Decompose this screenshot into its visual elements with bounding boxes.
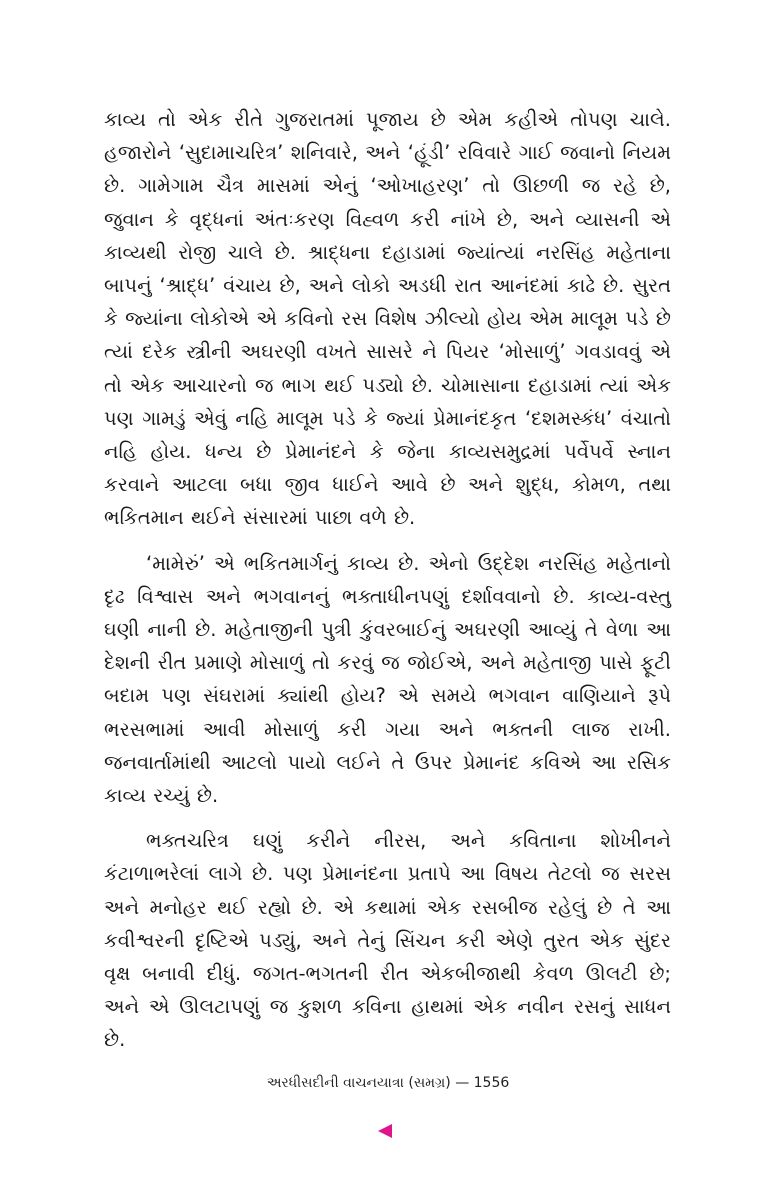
page-body	[104, 103, 671, 1057]
page-footer	[0, 1075, 776, 1091]
footer-separator: —	[455, 1075, 470, 1091]
paragraph-1: કાવ્ય તો એક રીતે ગુજરાતમાં પૂજાય છે એમ કહીએ તોપણ ચાલે. હજારોને ‘સુદામાચરિત્ર’ શનિવારે, અને ‘હૂંડી’ રવિવારે ગાઈ જવાનો નિયમ છે. ગામેગામ ચૈત્ર માસમાં એનું ‘ઓખાહરણ’ તો ઊછળી જ રહે છે, જુવાન કે વૃદ્ધનાં અંતઃકરણ વિહ્વળ કરી નાંખે છે, અને વ્યાસની એ કાવ્યથી રોજી ચાલે છે. શ્રાદ્ધના દહાડામાં જ્યાંત્યાં નરસિંહ મહેતાના બાપનું ‘શ્રાદ્ધ’ વંચાય છે, અને લોકો અડધી રાત આનંદમાં કાઢે છે. સુરત કે જ્યાંના લોકોએ એ કવિનો રસ વિશેષ ઝીલ્યો હોય એમ માલૂમ પડે છે ત્યાં દરેક સ્ત્રીની અઘરણી વખતે સાસરે ને પિયર ‘મોસાળું’ ગવડાવવું એ તો એક આચારનો જ ભાગ થઈ પડ્યો છે. ચોમાસાના દહાડામાં ત્યાં એક પણ ગામડું એવું નહિ માલૂમ પડે કે જ્યાં પ્રેમાનંદકૃત ‘દશમસ્કંધ’ વંચાતો નહિ હોય. ધન્ય છે પ્રેમાનંદને કે જેના કાવ્યસમુદ્રમાં પર્વેપર્વે સ્નાન કરવાને આટલા બધા જીવ ધાઈને આવે છે અને શુદ્ધ, કોમળ, તથા ભકિતમાન થઈને સંસારમાં પાછા વળે છે.	[104, 108, 671, 530]
paragraph-2: ‘મામેરું’ એ ભકિતમાર્ગનું કાવ્ય છે. એનો ઉદ્દેશ નરસિંહ મહેતાનો દૃઢ વિશ્વાસ અને ભગવાનનું ભક્તાધીનપણું દર્શાવવાનો છે. કાવ્ય-વસ્તુ ઘણી નાની છે. મહેતાજીની પુત્રી કુંવરબાઈનું અઘરણી આવ્યું તે વેળા આ દેશની રીત પ્રમાણે મોસાળું તો કરવું જ જોઈએ, અને મહેતાજી પાસે ફૂટી બદામ પણ સંઘરામાં ક્યાંથી હોય? એ સમયે ભગવાન વાણિયાને રૂપે ભરસભામાં આવી મોસાળું કરી ગયા અને ભક્તની લાજ રાખી. જનવાર્તામાંથી આટલો પાયો લઈને તે ઉપર પ્રેમાનંદ કવિએ આ રસિક કાવ્ય રચ્યું છે.	[104, 551, 671, 808]
paragraph-3: ભક્તચરિત્ર ઘણું કરીને નીરસ, અને કવિતાના શોખીનને કંટાળાભરેલાં લાગે છે. પણ પ્રેમાનંદના પ્રતાપે આ વિષય તેટલો જ સરસ અને મનોહર થઈ રહ્યો છે. એ કથામાં એક રસબીજ રહેલું છે તે આ કવીશ્વરની દૃષ્ટિએ પડ્યું, અને તેનું સિંચન કરી એણે તુરત એક સુંદર વૃક્ષ બનાવી દીધું. જગત-ભગતની રીત એકબીજાથી કેવળ ઊલટી છે; અને એ ઊલટાપણું જ કુશળ કવિના હાથમાં એક નવીન રસનું સાધન છે.	[104, 829, 671, 1052]
footer-page-number: 1556	[473, 1075, 510, 1091]
previous-page-arrow-icon[interactable]	[378, 1124, 392, 1138]
footer-book-title: અરધીસદીની વાચનયાત્રા (સમગ્ર)	[266, 1075, 451, 1091]
